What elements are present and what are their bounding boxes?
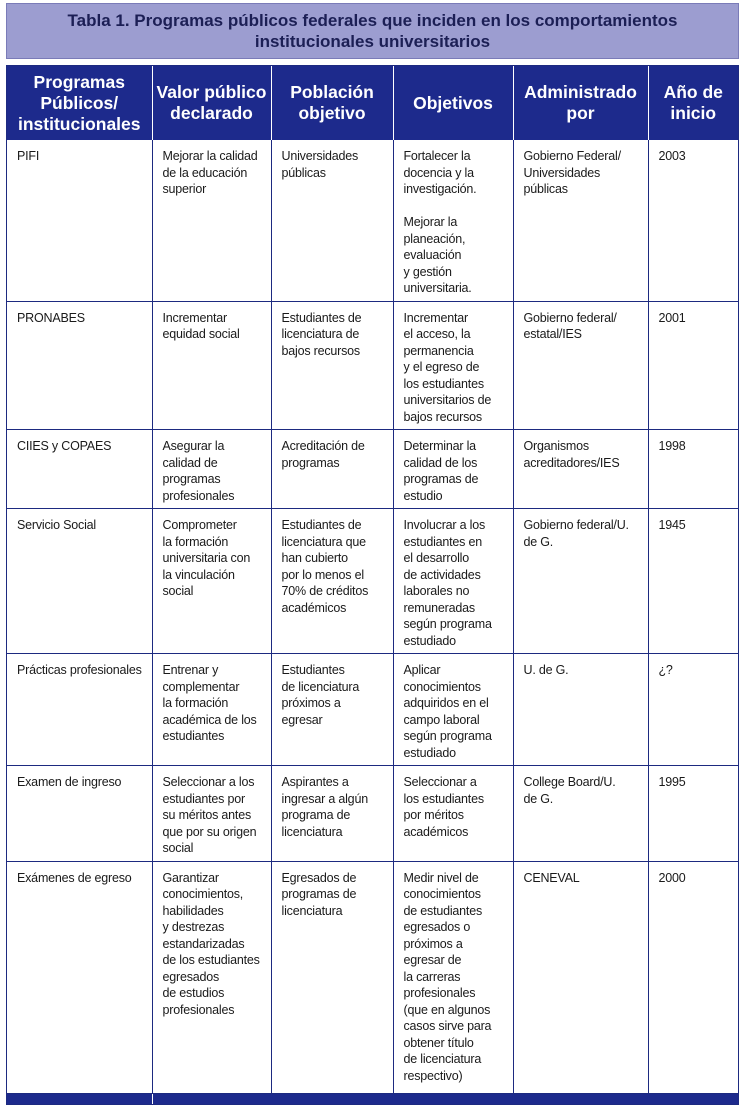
cell-text: Involucrar a los estudiantes en el desarrollo de actividades laborales no remuneradas según programa estudiado [403, 518, 492, 648]
cell-text: Estudiantes de licenciatura de bajos recursos [281, 310, 362, 358]
cell-administrado [513, 301, 648, 430]
cell-text: Mejorar la calidad de la educación superior [162, 149, 258, 196]
table-row [7, 861, 738, 1093]
table-caption-text: Tabla 1. Programas públicos federales que inciden en los comportamientos institucionales universitarios [67, 11, 678, 51]
cell-anio [648, 766, 738, 862]
cell-text: 2000 [658, 870, 686, 885]
cell-text: Universidades públicas [281, 149, 359, 180]
cell-text: Estudiantes de licenciatura que han cubierto por lo menos el 70% de créditos académicos [281, 518, 369, 615]
cell-text: Egresados de programas de licenciatura [281, 870, 357, 918]
cell-text: College Board/U. de G. [523, 775, 616, 806]
cell-objetivos [393, 509, 513, 654]
header-objetivos: Objetivos [393, 66, 513, 140]
cell-programa [7, 301, 152, 430]
cell-text: 2003 [658, 149, 686, 163]
cell-text: Examen de ingreso [17, 775, 122, 789]
cell-text: CENEVAL [523, 870, 580, 885]
cell-text: Incrementar equidad social [162, 310, 240, 341]
footer-cell-first [7, 1093, 152, 1105]
cell-anio [648, 301, 738, 430]
cell-text: ¿? [658, 663, 673, 677]
cell-text: 2001 [658, 310, 686, 325]
cell-objetivos [393, 140, 513, 301]
cell-objetivos [393, 766, 513, 862]
cell-text: Gobierno federal/U. de G. [523, 518, 629, 549]
cell-programa [7, 861, 152, 1093]
cell-administrado [513, 509, 648, 654]
cell-text: Comprometer la formación universitaria con la vinculación social [162, 518, 251, 598]
cell-administrado [513, 861, 648, 1093]
cell-text: 1995 [658, 775, 686, 789]
cell-administrado [513, 140, 648, 301]
cell-text: Gobierno federal/ estatal/IES [523, 310, 617, 341]
cell-text: Organismos acreditadores/IES [523, 439, 620, 470]
cell-poblacion [271, 430, 393, 509]
header-poblacion: Población objetivo [271, 66, 393, 140]
cell-text: Seleccionar a los estudiantes por méritos académicos [403, 775, 484, 839]
cell-text: Seleccionar a los estudiantes por su méritos antes que por su origen social [162, 775, 257, 855]
cell-valor [152, 430, 271, 509]
table-row [7, 654, 738, 766]
cell-text: Estudiantes de licenciatura próximos a egresar [281, 663, 360, 727]
table-row [7, 140, 738, 301]
cell-valor [152, 654, 271, 766]
table-row [7, 509, 738, 654]
cell-text: Garantizar conocimientos, habilidades y destrezas estandarizadas de los estudiantes egresados de estudios profesionales [162, 870, 260, 1017]
cell-anio [648, 861, 738, 1093]
table-row [7, 430, 738, 509]
cell-poblacion [271, 509, 393, 654]
cell-administrado [513, 654, 648, 766]
cell-text: Aplicar conocimientos adquiridos en el campo laboral según programa estudiado [403, 663, 492, 760]
cell-administrado [513, 766, 648, 862]
header-row [7, 66, 738, 140]
cell-poblacion [271, 766, 393, 862]
footer-row [7, 1093, 738, 1105]
cell-anio [648, 430, 738, 509]
header-anio: Año de inicio [648, 66, 738, 140]
cell-valor [152, 140, 271, 301]
cell-text: 1998 [658, 439, 686, 453]
programs-table-grid [7, 66, 738, 1105]
cell-text: PIFI [17, 149, 40, 163]
cell-programa [7, 654, 152, 766]
table-row [7, 766, 738, 862]
table-row [7, 301, 738, 430]
cell-text: CIIES y COPAES [17, 439, 112, 453]
cell-poblacion [271, 654, 393, 766]
cell-text: Gobierno Federal/ Universidades públicas [523, 149, 621, 196]
cell-valor [152, 301, 271, 430]
cell-programa [7, 430, 152, 509]
cell-text: Fortalecer la docencia y la investigación. Mejorar la planeación, evaluación y gestión universitaria. [403, 149, 477, 295]
cell-text: Incrementar el acceso, la permanencia y el egreso de los estudiantes universitarios de bajos recursos [403, 310, 492, 424]
cell-text: PRONABES [17, 310, 85, 325]
cell-valor [152, 509, 271, 654]
cell-poblacion [271, 301, 393, 430]
cell-objetivos [393, 430, 513, 509]
cell-objetivos [393, 654, 513, 766]
cell-text: U. de G. [523, 663, 569, 677]
header-administrado: Administrado por [513, 66, 648, 140]
cell-text: Servicio Social [17, 518, 96, 532]
table-caption [6, 3, 739, 59]
cell-poblacion [271, 861, 393, 1093]
cell-programa [7, 509, 152, 654]
cell-text: Asegurar la calidad de programas profesionales [162, 439, 235, 503]
header-valor: Valor público declarado [152, 66, 271, 140]
header-programas: Programas Públicos/ institucionales [7, 66, 152, 140]
cell-objetivos [393, 301, 513, 430]
cell-anio [648, 509, 738, 654]
cell-poblacion [271, 140, 393, 301]
cell-text: 1945 [658, 518, 686, 532]
cell-objetivos [393, 861, 513, 1093]
cell-programa [7, 766, 152, 862]
cell-text: Exámenes de egreso [17, 870, 132, 885]
cell-valor [152, 766, 271, 862]
cell-text: Medir nivel de conocimientos de estudiantes egresados o próximos a egresar de la carreras profesionales (que en algunos casos sirve para obtener título de licenciatura respectivo) [403, 870, 492, 1083]
cell-text: Determinar la calidad de los programas de estudio [403, 439, 479, 503]
cell-text: Acreditación de programas [281, 439, 365, 470]
cell-text: Prácticas profesionales [17, 663, 142, 677]
cell-text: Entrenar y complementar la formación académica de los estudiantes [162, 663, 257, 743]
footer-cell-rest [152, 1093, 738, 1105]
cell-anio [648, 140, 738, 301]
programs-table [6, 65, 739, 1105]
cell-programa [7, 140, 152, 301]
cell-valor [152, 861, 271, 1093]
cell-anio [648, 654, 738, 766]
cell-administrado [513, 430, 648, 509]
cell-text: Aspirantes a ingresar a algún programa de licenciatura [281, 775, 368, 839]
